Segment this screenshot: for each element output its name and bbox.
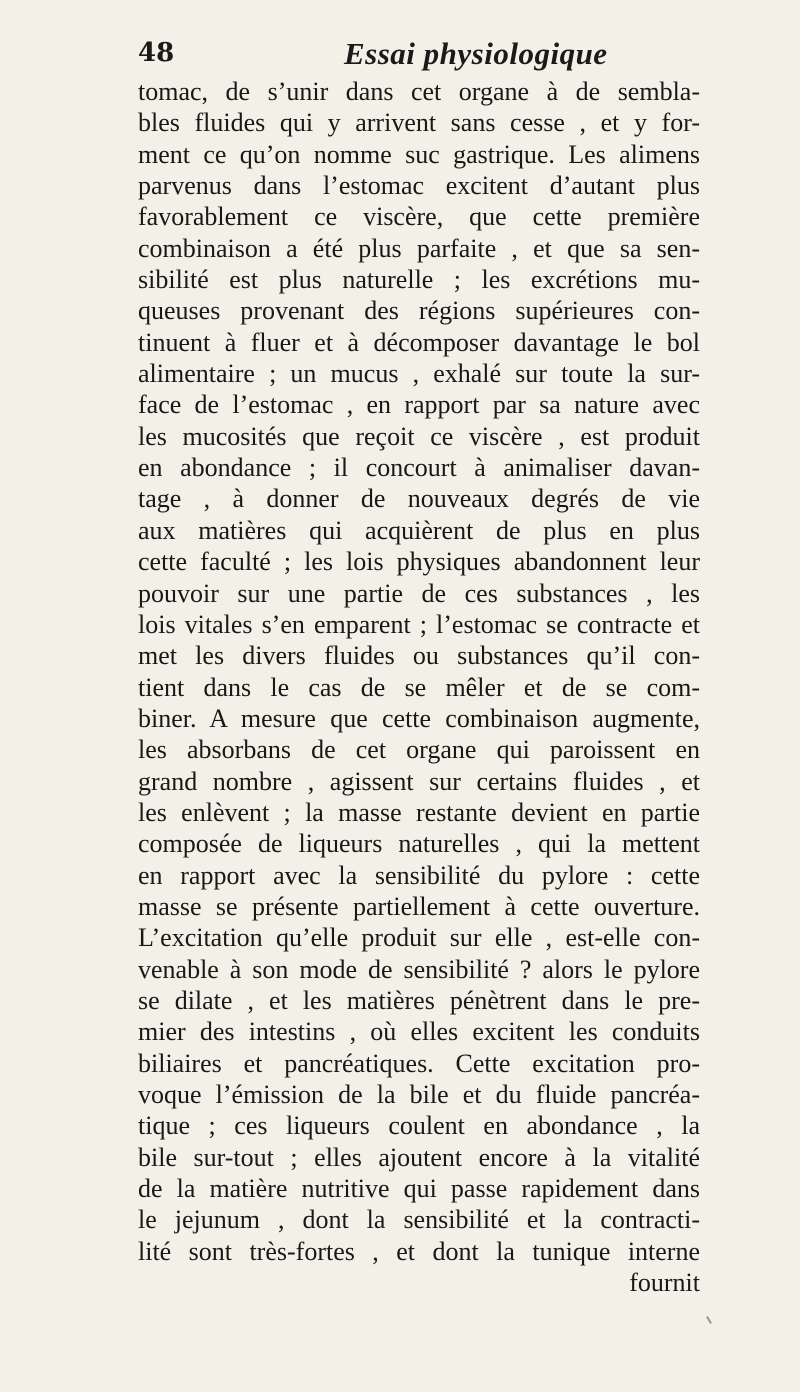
text-line: les absorbans de cet organe qui paroissent en <box>138 735 700 765</box>
page-number: 48 <box>138 38 175 68</box>
text-line: mier des intestins , où elles excitent les conduits <box>138 1017 700 1047</box>
text-line: tient dans le cas de se mêler et de se com- <box>138 672 700 702</box>
text-line: lois vitales s’en emparent ; l’estomac se contracte et <box>138 609 700 639</box>
text-line: alimentaire ; un mucus , exhalé sur toute la sur- <box>138 359 700 389</box>
text-line: aux matières qui acquièrent de plus en plus <box>138 515 700 545</box>
text-line: lité sont très-fortes , et dont la tunique interne <box>138 1236 700 1266</box>
text-line: tique ; ces liqueurs coulent en abondance , la <box>138 1111 700 1141</box>
text-line: sibilité est plus naturelle ; les excrétions mu- <box>138 265 700 295</box>
text-line: cette faculté ; les lois physiques abandonnent leur <box>138 547 700 577</box>
body-text <box>138 76 700 1298</box>
text-line: de la matière nutritive qui passe rapidement dans <box>138 1174 700 1204</box>
running-title: Essai physiologique <box>344 36 608 71</box>
text-line: voque l’émission de la bile et du fluide pancréa- <box>138 1080 700 1109</box>
text-line: face de l’estomac , en rapport par sa nature avec <box>138 390 700 420</box>
paper-mark <box>706 1316 712 1324</box>
text-line: parvenus dans l’estomac excitent d’autant plus <box>138 171 700 201</box>
text-line: masse se présente partiellement à cette ouverture. <box>138 891 700 921</box>
text-line: biliaires et pancréatiques. Cette excitation pro- <box>138 1048 700 1078</box>
text-line: ment ce qu’on nomme suc gastrique. Les alimens <box>138 139 700 169</box>
text-line: en rapport avec la sensibilité du pylore : cette <box>138 860 700 890</box>
text-line: se dilate , et les matières pénètrent dans le pre- <box>138 985 700 1015</box>
text-line: fournit <box>629 1268 700 1298</box>
page-header <box>138 38 698 78</box>
text-line: tage , à donner de nouveaux degrés de vie <box>138 484 700 514</box>
text-line: L’excitation qu’elle produit sur elle , est-elle con- <box>138 923 700 953</box>
text-line: tinuent à fluer et à décomposer davantage le bol <box>138 327 700 357</box>
text-line: combinaison a été plus parfaite , et que sa sen- <box>138 233 700 263</box>
text-line: biner. A mesure que cette combinaison augmente, <box>138 703 700 733</box>
text-line: composée de liqueurs naturelles , qui la mettent <box>138 829 700 859</box>
text-line: queuses provenant des régions supérieures con- <box>138 296 700 326</box>
text-line: favorablement ce viscère, que cette première <box>138 202 700 232</box>
text-line: pouvoir sur une partie de ces substances , les <box>138 578 700 608</box>
text-line: met les divers fluides ou substances qu’il con- <box>138 641 700 671</box>
text-line: bile sur-tout ; elles ajoutent encore à la vitalité <box>138 1142 700 1172</box>
text-line: en abondance ; il concourt à animaliser davan- <box>138 453 700 483</box>
text-line: tomac, de s’unir dans cet organe à de sembla- <box>138 77 700 106</box>
text-line: grand nombre , agissent sur certains fluides , et <box>138 766 700 796</box>
text-line: le jejunum , dont la sensibilité et la contracti- <box>138 1205 700 1235</box>
text-line: les enlèvent ; la masse restante devient en partie <box>138 797 700 827</box>
text-line: bles fluides qui y arrivent sans cesse , et y for- <box>138 108 700 138</box>
text-line: les mucosités que reçoit ce viscère , est produit <box>138 421 700 451</box>
text-line: venable à son mode de sensibilité ? alors le pylore <box>138 954 700 984</box>
